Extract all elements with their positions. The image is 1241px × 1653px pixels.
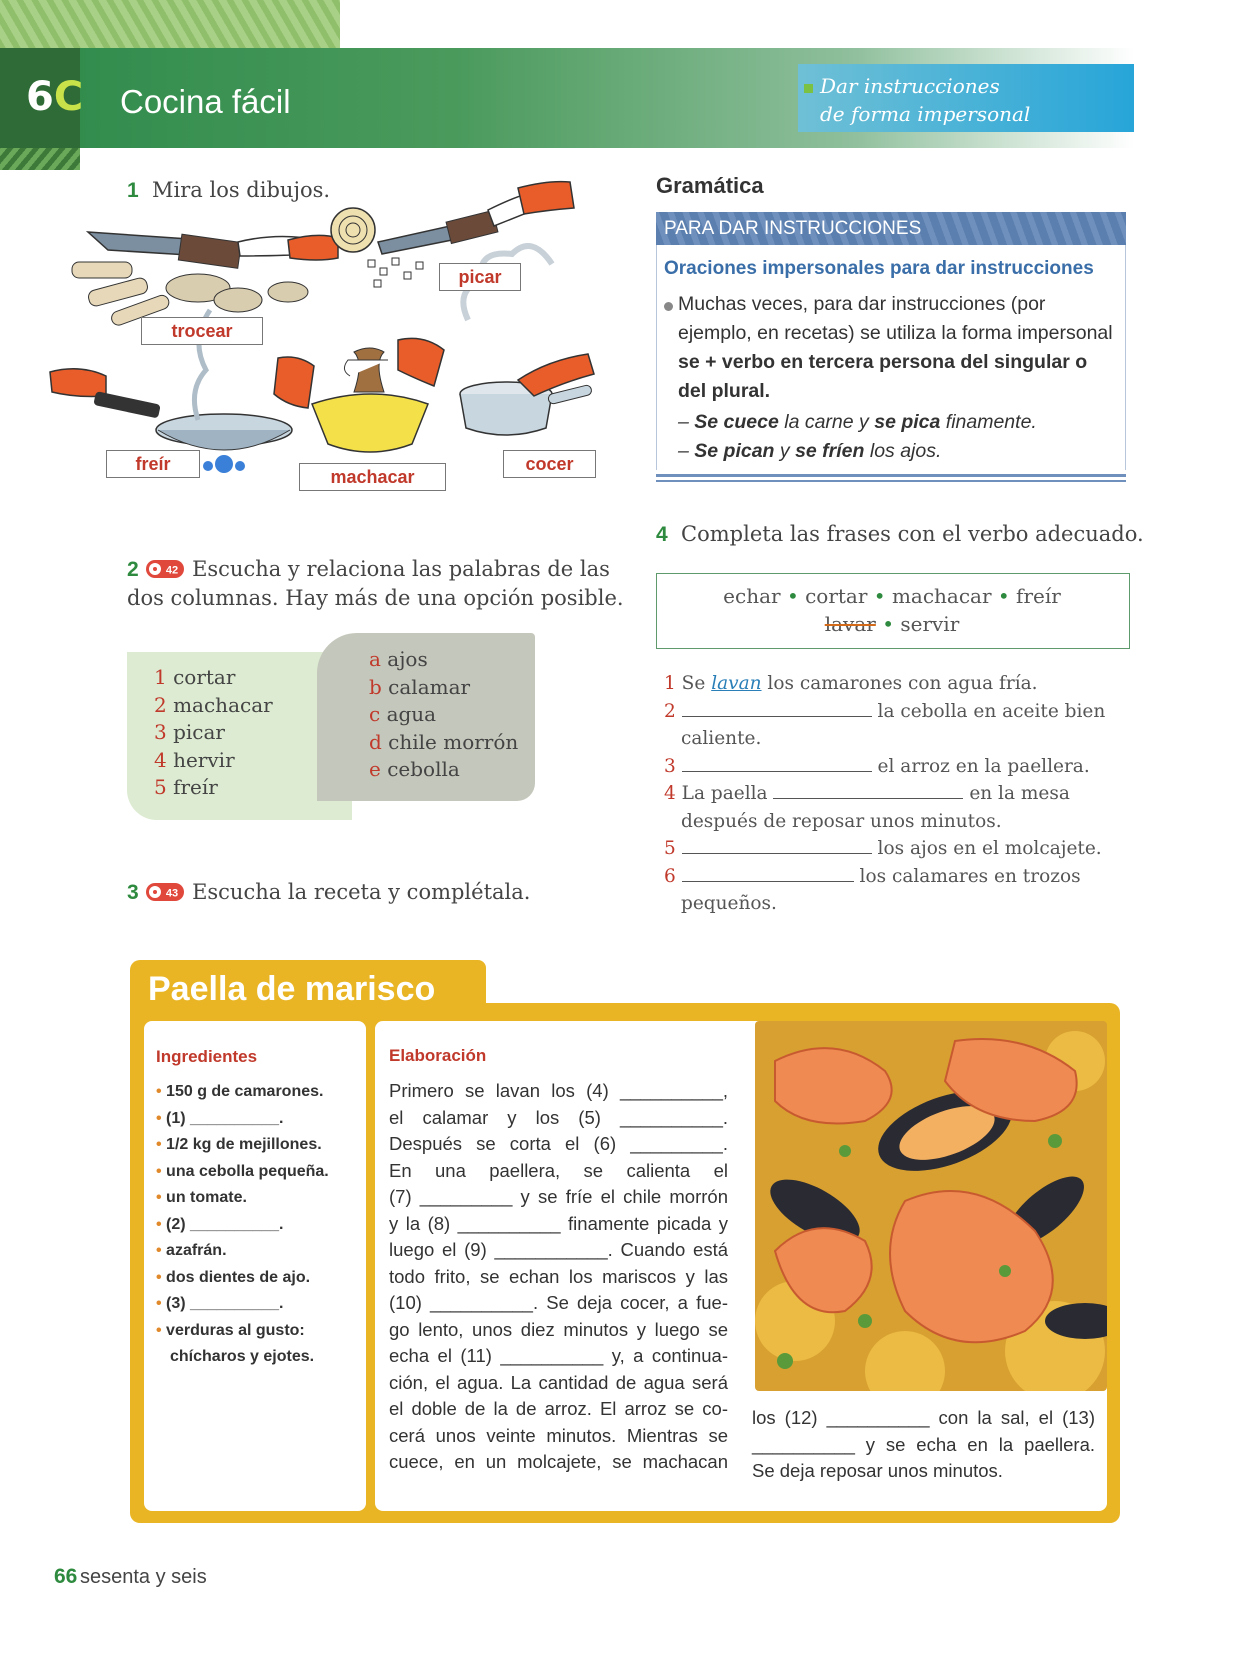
method-line: cerá unos veinte minutos. Mientras se — [389, 1424, 728, 1446]
answer-blank[interactable] — [682, 835, 872, 854]
answer-blank[interactable] — [773, 780, 963, 799]
ex4-sentence-2-cont: caliente. — [681, 728, 762, 749]
method-text — [389, 1078, 728, 1476]
grammar-example-2: – Se pican y se fríen los ajos. — [678, 440, 942, 462]
method-line: el calamar y los (5) __________. — [389, 1106, 728, 1128]
word-bank-item: echar — [723, 584, 781, 608]
ex4-sentence-3: 3 el arroz en la paellera. — [664, 753, 1134, 781]
ingredient-item: • un tomate. — [156, 1189, 247, 1206]
page-number: 66 — [54, 1565, 78, 1588]
ex4-sentence-4: 4 La paella en la mesa — [664, 780, 1134, 808]
label-machacar: machacar — [299, 463, 446, 491]
objective-bullet-icon — [804, 84, 813, 93]
grammar-divider — [656, 480, 1126, 482]
method-line: En una paellera, se calienta el — [389, 1159, 728, 1181]
paella-photo — [755, 1021, 1107, 1391]
unit-number-digit: 6 — [26, 74, 54, 120]
ex4-sentence-6: 6 los calamares en trozos — [664, 863, 1134, 891]
ingredient-item-cont: chícharos y ejotes. — [170, 1348, 315, 1365]
ex2-left-item: 2 machacar — [154, 692, 273, 717]
ex1-instruction: Mira los dibujos. — [152, 178, 331, 202]
ingredient-item: • una cebolla pequeña. — [156, 1162, 329, 1180]
paella-image — [755, 1021, 1107, 1391]
ex2-left-item: 3 picar — [154, 720, 225, 744]
grammar-rule: Muchas veces, para dar instrucciones (por ejemplo, en recetas) se utiliza la forma impersonal se + verbo en tercera persona del singular o del plural. — [678, 293, 1113, 402]
ex2-right-item: c agua — [369, 702, 437, 726]
ex2-right-item: b calamar — [369, 674, 471, 699]
method-line: Primero se lavan los (4) __________, — [389, 1080, 728, 1101]
ingredients-title: Ingredientes — [156, 1047, 258, 1066]
method-line: (7) _________ y se fríe el chile morrón — [389, 1186, 728, 1207]
ex3-heading — [127, 880, 530, 905]
ex2-left-column — [154, 664, 273, 802]
grammar-divider — [656, 474, 1126, 477]
label-trocear: trocear — [141, 317, 263, 345]
ex2-number: 2 — [127, 558, 139, 581]
ingredient-item: • 1/2 kg de mejillones. — [156, 1136, 322, 1153]
method-line: luego el (9) ___________. Cuando está — [389, 1239, 728, 1260]
grammar-explanation — [666, 290, 1116, 466]
ingredient-item: • 150 g de camarones. — [156, 1083, 324, 1100]
page-title: Cocina fácil — [120, 83, 291, 120]
ex4-sentences — [664, 670, 1134, 918]
ex3-instruction: Escucha la receta y complétala. — [192, 880, 531, 904]
method-line: el doble de la de arroz. El arroz se co- — [389, 1398, 728, 1419]
answer-blank[interactable] — [682, 863, 854, 882]
method-title: Elaboración — [389, 1046, 487, 1065]
page-number-words: sesenta y seis — [80, 1566, 207, 1588]
ex4-instruction: Completa las frases con el verbo adecuado. — [681, 522, 1144, 546]
word-bank-item: machacar — [891, 584, 992, 608]
answer-blank[interactable] — [682, 753, 872, 772]
ex4-sentence-5: 5 los ajos en el molcajete. — [664, 835, 1134, 863]
method-line: ción, el agua. La cantidad de agua será — [389, 1371, 728, 1393]
answer-blank[interactable] — [682, 698, 872, 717]
ex2-right-item: d chile morrón — [369, 729, 519, 754]
mortar-illustration — [274, 338, 444, 452]
header-pattern — [0, 0, 340, 50]
grammar-subtitle: Oraciones impersonales para dar instrucciones — [664, 258, 1094, 279]
ex1-number: 1 — [127, 179, 139, 202]
unit-letter: C — [53, 74, 84, 120]
ex4-sentence-2: 2 la cebolla en aceite bien — [664, 698, 1134, 726]
label-cocer: cocer — [503, 450, 596, 478]
word-bank-item-used: lavar — [824, 612, 876, 636]
method-line: todo frito, se echan los mariscos y las — [389, 1265, 728, 1287]
grammar-box-title: PARA DAR INSTRUCCIONES — [664, 218, 922, 239]
method-text-continued — [752, 1405, 1095, 1485]
ex2-right-column — [369, 646, 518, 784]
method-line: go lento, unos diez minutos y luego se — [389, 1318, 728, 1340]
word-bank: echar • cortar • machacar • freír lavar • servir — [723, 584, 1061, 636]
recipe-title: Paella de marisco — [148, 970, 436, 1008]
objective-line-2: de forma impersonal — [820, 102, 1031, 126]
ingredient-item: • azafrán. — [156, 1242, 227, 1259]
ex4-number: 4 — [656, 523, 668, 546]
label-freir: freír — [106, 450, 200, 478]
ex2-instruction-line2: dos columnas. Hay más de una opción posible. — [127, 586, 624, 610]
method-line: echa el (11) __________ y, a continua- — [389, 1345, 728, 1366]
ex2-left-item: 5 freír — [154, 775, 218, 799]
ex3-number: 3 — [127, 881, 139, 904]
word-bank-item: freír — [1016, 584, 1061, 608]
audio-cd-icon[interactable] — [145, 559, 185, 579]
ex2-right-item: a ajos — [369, 647, 428, 671]
ex2-track: 42 — [166, 564, 179, 577]
ingredient-item: • (2) __________. — [156, 1215, 284, 1233]
ex3-track: 43 — [166, 887, 179, 900]
ex2-heading — [127, 555, 624, 612]
ingredients-list — [156, 1079, 364, 1371]
grammar-example-1: – Se cuece la carne y se pica finamente. — [678, 411, 1037, 433]
ingredient-item: • (3) __________. — [156, 1295, 284, 1312]
ingredient-item: • dos dientes de ajo. — [156, 1268, 311, 1286]
label-picar: picar — [439, 263, 521, 291]
cooking-illustrations — [48, 180, 628, 490]
grammar-title: Gramática — [656, 173, 764, 198]
knife-chopping-illustration — [72, 232, 338, 327]
ex4-sentence-6-cont: pequeños. — [681, 893, 777, 914]
method-line: Después se corta el (6) _________. — [389, 1133, 728, 1154]
method-line: (10) __________. Se deja cocer, a fue- — [389, 1292, 728, 1313]
ex2-left-item: 4 hervir — [154, 747, 235, 772]
ex2-left-item: 1 cortar — [154, 665, 236, 689]
ex2-right-item: e cebolla — [369, 757, 460, 781]
word-bank-item: cortar — [805, 584, 868, 608]
method-line: __________ y se echa en la paellera. — [752, 1433, 1095, 1455]
ex4-sentence-1: 1 Se lavan los camarones con agua fría. — [664, 673, 1038, 694]
objective-text — [820, 72, 1030, 128]
unit-box-pattern — [0, 148, 80, 170]
ingredient-item: • verduras al gusto: — [156, 1321, 305, 1339]
ex4-heading — [656, 522, 1144, 547]
unit-number — [26, 74, 83, 120]
method-line: Se deja reposar unos minutos. — [752, 1460, 1003, 1481]
method-line: cuece, en un molcajete, se machacan — [389, 1451, 728, 1472]
audio-cd-icon[interactable] — [145, 882, 185, 902]
method-line: y la (8) __________ finamente picada y — [389, 1212, 728, 1234]
word-bank-item: servir — [900, 612, 960, 636]
objective-line-1: Dar instrucciones — [820, 74, 1000, 98]
ingredient-item: • (1) __________. — [156, 1109, 284, 1127]
ex2-instruction-line1: Escucha y relaciona las palabras de las — [192, 557, 610, 581]
method-line: los (12) __________ con la sal, el (13) — [752, 1407, 1095, 1428]
ex4-sentence-4-cont: después de reposar unos minutos. — [681, 810, 1002, 832]
